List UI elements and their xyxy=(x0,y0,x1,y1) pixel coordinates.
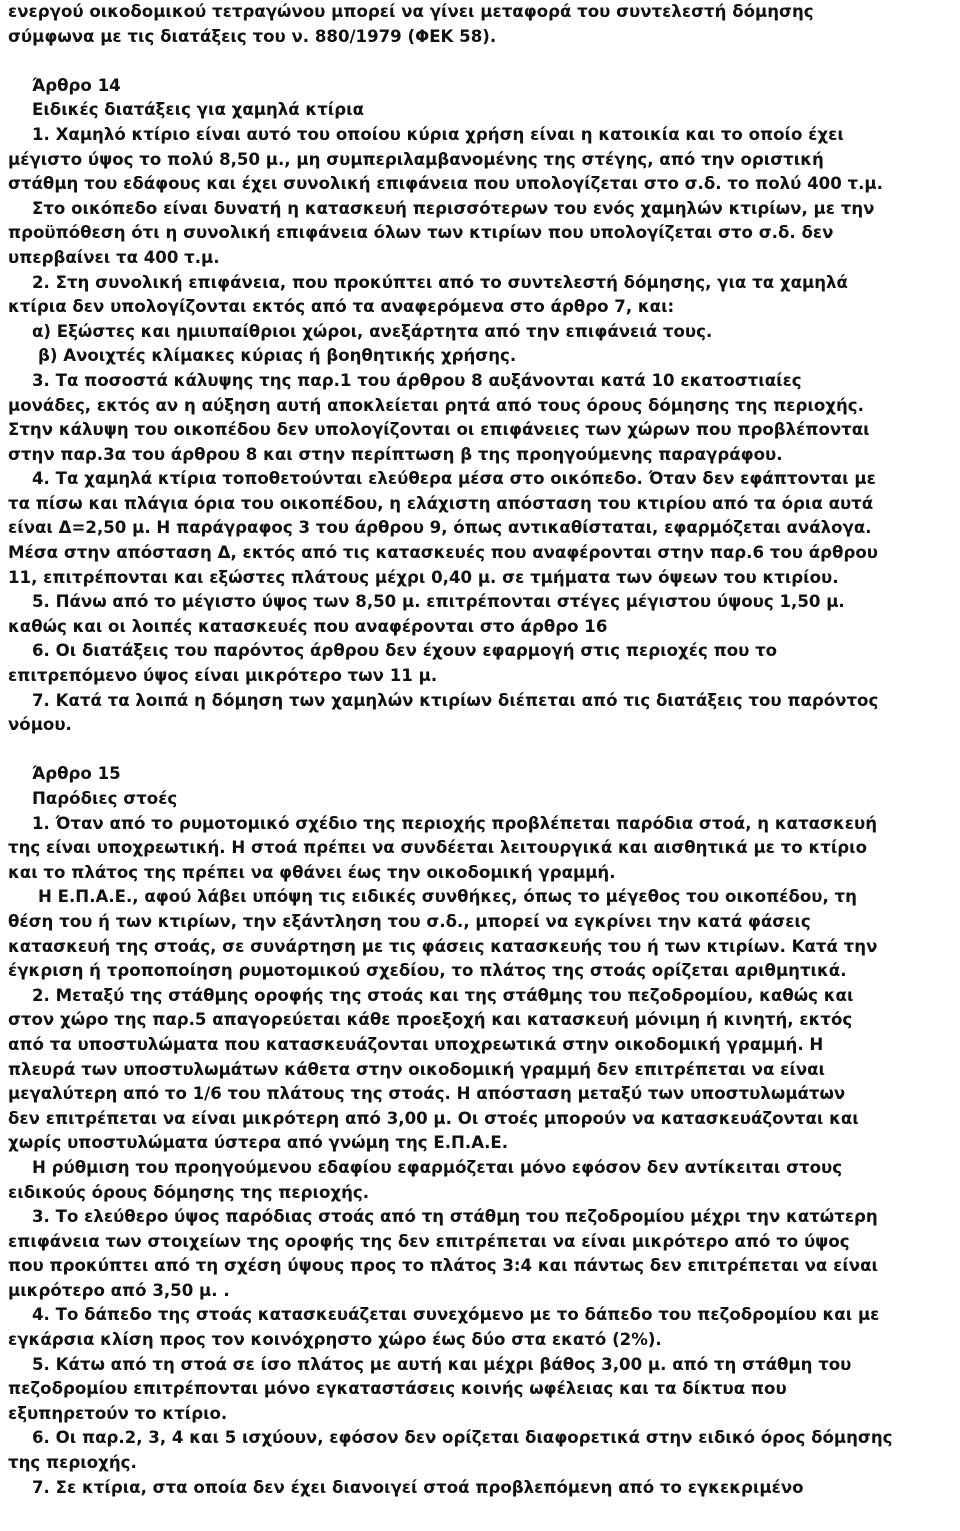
text-line: στην παρ.3α του άρθρου 8 και στην περίπτωση β της προηγούμενης παραγράφου. xyxy=(8,444,783,464)
text-line: επιτρεπόμενο ύψος είναι μικρότερο των 11 μ. xyxy=(8,666,438,686)
text-line: Η Ε.Π.Α.Ε., αφού λάβει υπόψη τις ειδικές συνθήκες, όπως το μέγεθος του οικοπέδου, τη xyxy=(38,887,857,907)
text-line: α) Εξώστες και ημιυπαίθριοι χώροι, ανεξάρτητα από την επιφάνειά τους. xyxy=(32,321,713,341)
text-line: 4. Το δάπεδο της στοάς κατασκευάζεται συνεχόμενο με το δάπεδο του πεζοδρομίου και με xyxy=(32,1305,880,1325)
article-14-title: Ειδικές διατάξεις για χαμηλά κτίρια xyxy=(32,100,365,120)
text-line: μεγαλύτερη από το 1/6 του πλάτους της στοάς. Η απόσταση μεταξύ των υποστυλωμάτων xyxy=(8,1084,846,1104)
text-line: 7. Σε κτίρια, στα οποία δεν έχει διανοιγεί στοά προβλεπόμενη από το εγκεκριμένο xyxy=(32,1477,804,1497)
text-line: 2. Μεταξύ της στάθμης οροφής της στοάς και της στάθμης του πεζοδρομίου, καθώς και xyxy=(32,985,854,1005)
text-line: 3. Τα ποσοστά κάλυψης της παρ.1 του άρθρου 8 αυξάνονται κατά 10 εκατοστιαίες xyxy=(32,370,802,390)
text-line: χωρίς υποστυλώματα ύστερα από γνώμη της Ε.Π.Α.Ε. xyxy=(8,1133,509,1153)
text-line: εγκάρσια κλίση προς τον κοινόχρηστο χώρο έως δύο στα εκατό (2%). xyxy=(8,1330,662,1350)
text-line: έγκριση ή τροποποίηση ρυμοτομικού σχεδίου, το πλάτος της στοάς ορίζεται αριθμητικά. xyxy=(8,961,847,981)
text-line: δεν επιτρέπεται να είναι μικρότερη από 3,00 μ. Οι στοές μπορούν να κατασκευάζονται και xyxy=(8,1108,859,1128)
text-line: πλευρά των υποστυλωμάτων κάθετα στην οικοδομική γραμμή δεν επιτρέπεται να είναι xyxy=(8,1059,825,1079)
text-line: 11, επιτρέπονται και εξώστες πλάτους μέχρι 0,40 μ. σε τμήματα των όψεων του κτιρίου. xyxy=(8,567,839,587)
article-15-title: Παρόδιες στοές xyxy=(32,789,178,808)
text-line: της είναι υποχρεωτική. Η στοά πρέπει να συνδέεται λειτουργικά και αισθητικά με το κτίριο xyxy=(8,838,868,858)
text-line: και το πλάτος της πρέπει να φθάνει έως την οικοδομική γραμμή. xyxy=(8,862,616,882)
text-line: καθώς και οι λοιπές κατασκευές που αναφέρονται στο άρθρο 16 xyxy=(8,616,608,636)
text-line: επιφάνεια των στοιχείων της οροφής της δεν επιτρέπεται να είναι μικρότερο από το ύψος xyxy=(8,1231,850,1251)
text-line: στον χώρο της παρ.5 απαγορεύεται κάθε προεξοχή και κατασκευή μόνιμη ή κινητή, εκτός xyxy=(8,1010,853,1030)
text-line: είναι Δ=2,50 μ. Η παράγραφος 3 του άρθρου 9, όπως αντικαθίσταται, εφαρμόζεται ανάλογα. xyxy=(8,518,872,538)
text-line: 1. Όταν από το ρυμοτομικό σχέδιο της περιοχής προβλέπεται παρόδια στοά, η κατασκευή xyxy=(32,813,878,833)
text-line: 5. Κάτω από τη στοά σε ίσο πλάτος με αυτή και μέχρι βάθος 3,00 μ. από τη στάθμη του xyxy=(32,1354,852,1374)
text-line: 5. Πάνω από το μέγιστο ύψος των 8,50 μ. επιτρέπονται στέγες μέγιστου ύψους 1,50 μ. xyxy=(32,592,845,612)
text-line: β) Ανοιχτές κλίμακες κύριας ή βοηθητικής χρήσης. xyxy=(38,346,517,366)
text-line: ειδικούς όρους δόμησης της περιοχής. xyxy=(8,1182,370,1202)
text-line: από τα υποστυλώματα που κατασκευάζονται υποχρεωτικά στην οικοδομική γραμμή. Η xyxy=(8,1034,824,1054)
text-line: της περιοχής. xyxy=(8,1453,137,1473)
text-line: που προκύπτει από τη σχέση ύψους προς το πλάτος 3:4 και πάντως δεν επιτρέπεται να είναι xyxy=(8,1256,878,1276)
text-line: θέση του ή των κτιρίων, την εξάντληση του σ.δ., μπορεί να εγκρίνει την κατά φάσεις xyxy=(8,911,811,931)
text-line: πεζοδρομίου επιτρέπονται μόνο εγκαταστάσεις κοινής ωφέλειας και τα δίκτυα που xyxy=(8,1379,787,1399)
text-line: τα πίσω και πλάγια όρια του οικοπέδου, η ελάχιστη απόσταση του κτιρίου από τα όρια αυτά xyxy=(8,493,874,513)
text-line: 6. Οι παρ.2, 3, 4 και 5 ισχύουν, εφόσον δεν ορίζεται διαφορετικά στην ειδικό όρος δόμησης xyxy=(32,1428,893,1448)
text-line: σύμφωνα με τις διατάξεις του ν. 880/1979 (ΦΕΚ 58). xyxy=(8,26,497,46)
text-line: Στην κάλυψη του οικοπέδου δεν υπολογίζονται οι επιφάνειες των χώρων που προβλέπονται xyxy=(8,420,870,440)
text-line: στάθμη του εδάφους και έχει συνολική επιφάνεια που υπολογίζεται στο σ.δ. το πολύ 400 τ.μ. xyxy=(8,174,883,194)
text-line: Μέσα στην απόσταση Δ, εκτός από τις κατασκευές που αναφέρονται στην παρ.6 του άρθρου xyxy=(8,543,878,563)
text-line: εξυπηρετούν το κτίριο. xyxy=(8,1403,228,1423)
article-14-heading: Άρθρο 14 xyxy=(32,75,121,95)
text-line: Η ρύθμιση του προηγούμενου εδαφίου εφαρμόζεται μόνο εφόσον δεν αντίκειται στους xyxy=(32,1157,843,1177)
text-line: μονάδες, εκτός αν η αύξηση αυτή αποκλείεται ρητά από τους όρους δόμησης της περιοχής. xyxy=(8,395,864,415)
text-line: μικρότερο από 3,50 μ. . xyxy=(8,1280,230,1300)
text-line: 6. Οι διατάξεις του παρόντος άρθρου δεν έχουν εφαρμογή στις περιοχές που το xyxy=(32,641,778,661)
text-line: 2. Στη συνολική επιφάνεια, που προκύπτει από το συντελεστή δόμησης, για τα χαμηλά xyxy=(32,272,848,292)
blank-line xyxy=(8,738,956,763)
blank-line xyxy=(8,49,956,74)
text-line: 4. Τα χαμηλά κτίρια τοποθετούνται ελεύθερα μέσα στο οικόπεδο. Όταν δεν εφάπτονται με xyxy=(32,469,876,489)
text-line: νόμου. xyxy=(8,715,72,735)
article-15-heading: Άρθρο 15 xyxy=(32,764,121,784)
document-page xyxy=(8,0,956,1500)
text-line: 7. Κατά τα λοιπά η δόμηση των χαμηλών κτιρίων διέπεται από τις διατάξεις του παρόντος xyxy=(32,690,879,710)
text-line: Στο οικόπεδο είναι δυνατή η κατασκευή περισσότερων του ενός χαμηλών κτιρίων, με την xyxy=(32,198,875,218)
text-line: κατασκευή της στοάς, σε συνάρτηση με τις φάσεις κατασκευής του ή των κτιρίων. Κατά την xyxy=(8,936,878,956)
text-line: προϋπόθεση ότι η συνολική επιφάνεια όλων των κτιρίων που υπολογίζεται στο σ.δ. δεν xyxy=(8,223,834,243)
text-line: υπερβαίνει τα 400 τ.μ. xyxy=(8,247,220,267)
text-line: μέγιστο ύψος το πολύ 8,50 μ., μη συμπεριλαμβανομένης της στέγης, από την οριστική xyxy=(8,149,824,169)
text-line: 3. Το ελεύθερο ύψος παρόδιας στοάς από τη στάθμη του πεζοδρομίου μέχρι την κατώτερη xyxy=(32,1207,878,1227)
text-line: κτίρια δεν υπολογίζονται εκτός από τα αναφερόμενα στο άρθρο 7, και: xyxy=(8,297,675,317)
text-line: ενεργού οικοδομικού τετραγώνου μπορεί να γίνει μεταφορά του συντελεστή δόμησης xyxy=(8,2,814,21)
text-line: 1. Χαμηλό κτίριο είναι αυτό του οποίου κύρια χρήση είναι η κατοικία και το οποίο έχει xyxy=(32,124,844,144)
